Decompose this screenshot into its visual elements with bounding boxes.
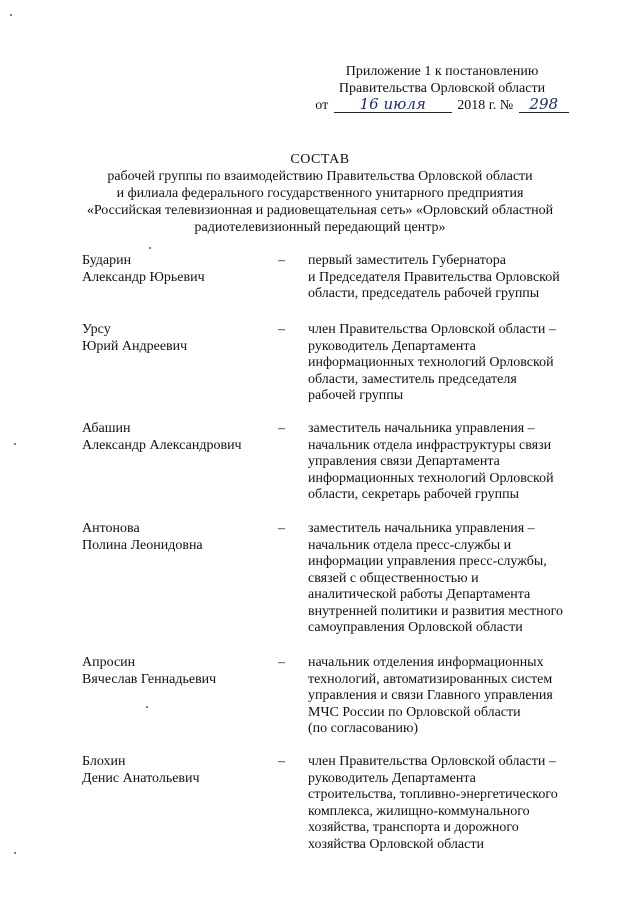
role-line: аналитической работы Департамента bbox=[308, 587, 531, 602]
role-line: хозяйства Орловской области bbox=[308, 836, 484, 852]
role-line: руководитель Департамента bbox=[308, 770, 476, 786]
member-surname: Урсу bbox=[82, 322, 111, 337]
title-line-3: «Российская телевизионная и радиовещательная сеть» «Орловский областной bbox=[86, 203, 554, 218]
member-name bbox=[82, 322, 276, 421]
member-role bbox=[308, 521, 600, 655]
member-row bbox=[82, 521, 602, 655]
role-line: начальник отдела инфраструктуры связи bbox=[308, 437, 552, 453]
role-line: связей с общественностью и bbox=[308, 570, 479, 586]
member-surname: Апросин bbox=[82, 655, 136, 670]
role-line: начальник отдела пресс-службы и bbox=[308, 537, 512, 553]
member-dash: – bbox=[278, 754, 285, 769]
role-line: заместитель начальника управления – bbox=[308, 421, 535, 436]
role-line: МЧС России по Орловской области bbox=[308, 704, 521, 720]
member-name bbox=[82, 521, 276, 655]
member-dash: – bbox=[278, 655, 285, 670]
role-line: начальник отделения информационных bbox=[308, 655, 544, 670]
member-name bbox=[82, 253, 276, 322]
member-surname: Абашин bbox=[82, 421, 131, 436]
role-line: первый заместитель Губернатора bbox=[308, 253, 506, 268]
member-given-names: Денис Анатольевич bbox=[82, 770, 200, 786]
member-given-names: Юрий Андреевич bbox=[82, 338, 188, 354]
member-name bbox=[82, 655, 276, 754]
appendix-line-1: Приложение 1 к постановлению bbox=[345, 64, 539, 79]
member-given-names: Вячеслав Геннадьевич bbox=[82, 671, 217, 687]
document-title-block bbox=[40, 151, 600, 236]
appendix-line-2: Правительства Орловской области bbox=[338, 81, 546, 96]
member-row bbox=[82, 754, 602, 853]
role-line: заместитель начальника управления – bbox=[308, 521, 535, 536]
member-row bbox=[82, 322, 602, 421]
role-line: руководитель Департамента bbox=[308, 338, 476, 354]
appendix-header bbox=[312, 63, 572, 114]
document-title: СОСТАВ bbox=[290, 152, 350, 167]
role-line: области, секретарь рабочей группы bbox=[308, 487, 519, 502]
role-line: внутренней политики и развития местного bbox=[308, 603, 564, 619]
title-line-2: и филиала федерального государственного унитарного предприятия bbox=[116, 186, 524, 201]
role-line: комплекса, жилищно-коммунального bbox=[308, 803, 530, 819]
date-field bbox=[334, 97, 452, 113]
role-line: член Правительства Орловской области – bbox=[308, 322, 556, 337]
appendix-date-line bbox=[312, 97, 572, 114]
member-given-names: Полина Леонидовна bbox=[82, 537, 203, 553]
role-line: хозяйства, транспорта и дорожного bbox=[308, 820, 519, 835]
members-list bbox=[82, 253, 602, 853]
role-line: рабочей группы bbox=[308, 388, 404, 403]
member-dash: – bbox=[278, 521, 285, 536]
member-dash: – bbox=[278, 253, 285, 268]
role-line: технологий, автоматизированных систем bbox=[308, 671, 553, 687]
role-line: области, заместитель председателя bbox=[308, 371, 517, 387]
role-line: (по согласованию) bbox=[308, 721, 419, 736]
member-dash: – bbox=[278, 322, 285, 337]
member-name bbox=[82, 421, 276, 521]
year-number-label: 2018 г. № bbox=[457, 98, 514, 113]
role-line: член Правительства Орловской области – bbox=[308, 754, 556, 769]
member-name bbox=[82, 754, 276, 853]
title-line-4: радиотелевизионный передающий центр» bbox=[194, 220, 446, 235]
role-line: самоуправления Орловской области bbox=[308, 620, 523, 635]
member-role bbox=[308, 421, 600, 521]
role-line: строительства, топливно-энергетического bbox=[308, 787, 558, 802]
role-line: и Председателя Правительства Орловской bbox=[308, 269, 560, 285]
handwritten-number: 298 bbox=[529, 95, 559, 113]
member-role bbox=[308, 322, 600, 421]
role-line: управления связи Департамента bbox=[308, 454, 500, 469]
member-role bbox=[308, 754, 600, 853]
member-role bbox=[308, 253, 600, 322]
role-line: информации управления пресс-службы, bbox=[308, 554, 547, 569]
member-row bbox=[82, 421, 602, 521]
role-line: управления и связи Главного управления bbox=[308, 688, 553, 703]
member-surname: Бударин bbox=[82, 253, 132, 268]
number-field bbox=[519, 97, 569, 113]
member-role bbox=[308, 655, 600, 754]
member-dash: – bbox=[278, 421, 285, 436]
date-prefix: от bbox=[315, 98, 329, 113]
title-line-1: рабочей группы по взаимодействию Правительства Орловской области bbox=[107, 169, 533, 184]
member-surname: Антонова bbox=[82, 521, 140, 536]
member-given-names: Александр Александрович bbox=[82, 437, 242, 453]
member-row bbox=[82, 253, 602, 322]
member-row bbox=[82, 655, 602, 754]
member-given-names: Александр Юрьевич bbox=[82, 269, 205, 285]
handwritten-date: 16 июля bbox=[359, 95, 426, 113]
role-line: информационных технологий Орловской bbox=[308, 355, 554, 370]
role-line: области, председатель рабочей группы bbox=[308, 286, 540, 301]
role-line: информационных технологий Орловской bbox=[308, 470, 554, 486]
member-surname: Блохин bbox=[82, 754, 126, 769]
